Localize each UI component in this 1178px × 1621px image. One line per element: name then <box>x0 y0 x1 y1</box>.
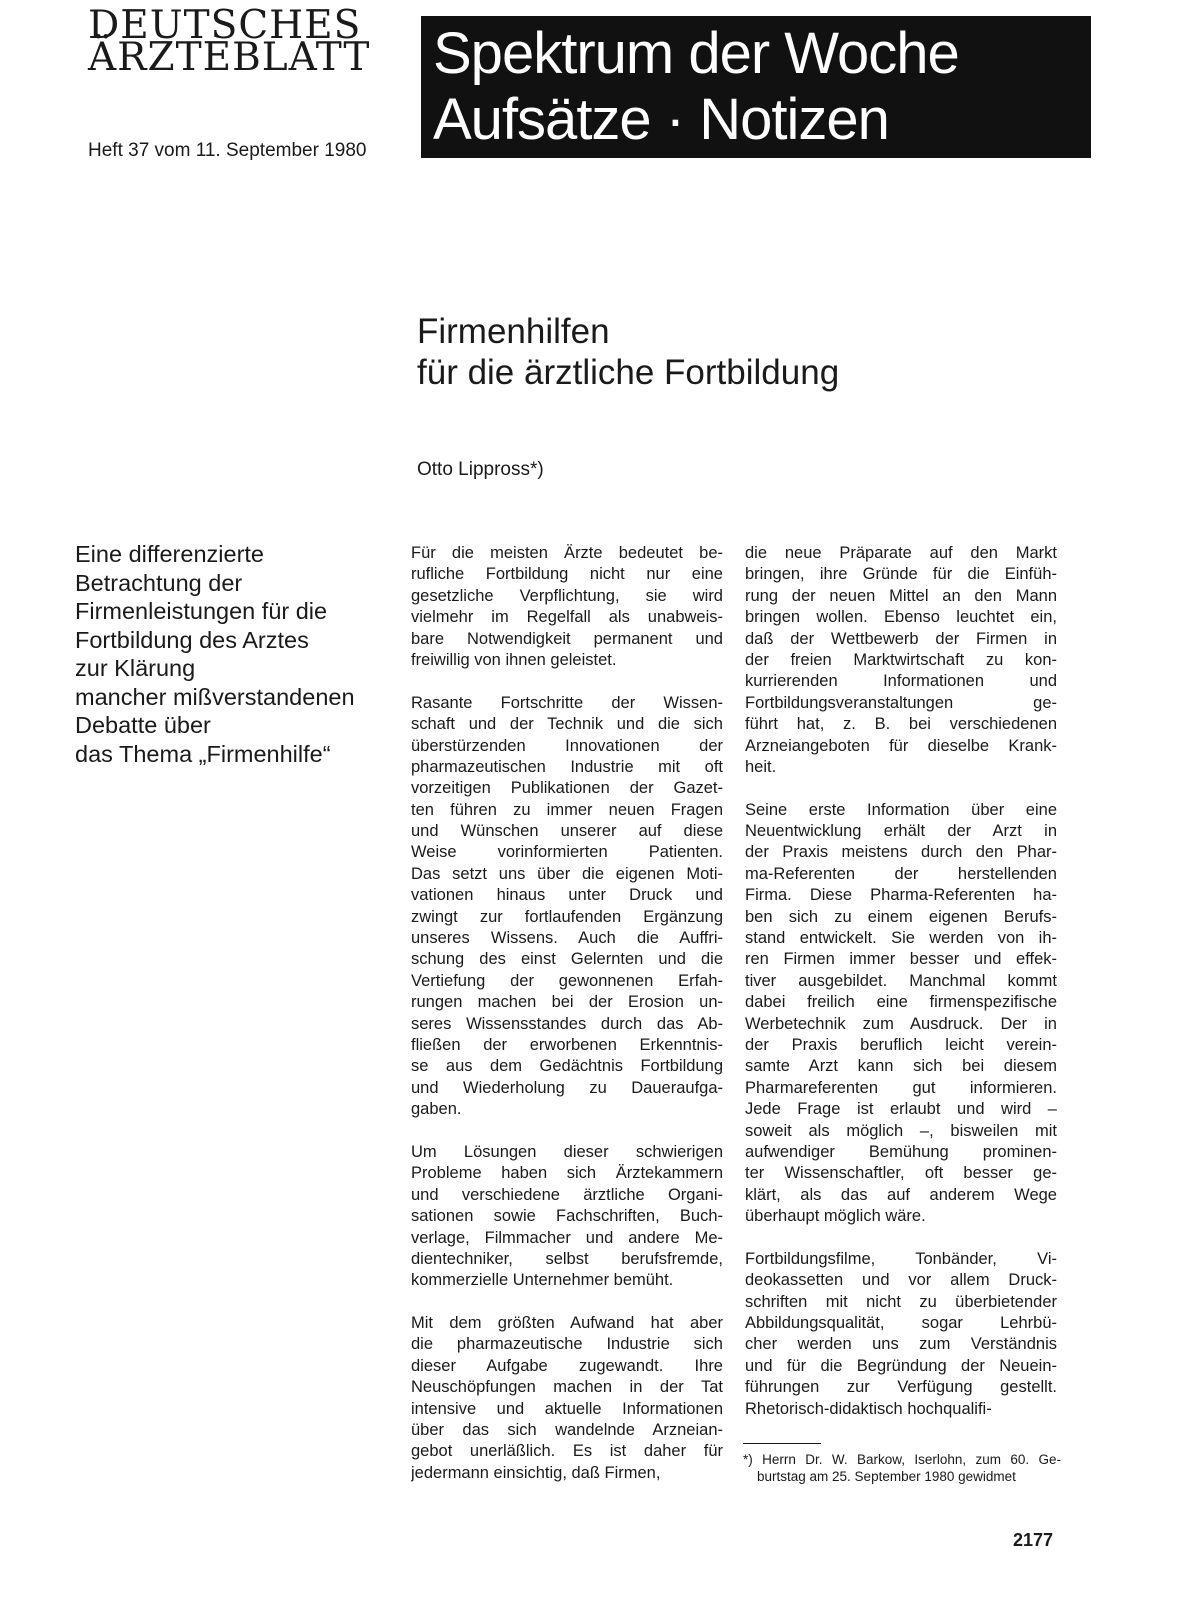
text-line: heit. <box>745 757 777 776</box>
text-line: Werbetechnik zum Ausdruck. Der in <box>745 1014 1057 1033</box>
text-line: und verschiedene ärztliche Organi- <box>411 1185 723 1204</box>
text-line: pharmazeutischen Industrie mit oft <box>411 757 723 776</box>
title-line-2: für die ärztliche Fortbildung <box>417 353 840 392</box>
text-line: aufwendiger Bemühung prominen- <box>745 1142 1057 1161</box>
banner-line-1: Spektrum der Woche <box>433 21 959 86</box>
text-line: ren Firmen immer besser und effek- <box>745 950 1057 969</box>
text-line: bringen wollen. Ebenso leuchtet ein, <box>745 608 1057 627</box>
text-column-1 <box>411 543 723 1484</box>
text-line: Fortbildungsveranstaltungen ge- <box>745 693 1057 712</box>
footnote-line: burtstag am 25. September 1980 gewidmet <box>757 1469 1016 1484</box>
text-line: Seine erste Information über eine <box>745 800 1057 819</box>
text-line: rungen machen bei der Erosion un- <box>411 993 723 1012</box>
article-author: Otto Lippross*) <box>417 459 544 480</box>
title-line-1: Firmenhilfen <box>417 312 610 351</box>
section-banner <box>421 16 1091 158</box>
footnote-rule <box>743 1443 821 1444</box>
text-line: gebot unerläßlich. Es ist daher für <box>411 1442 723 1461</box>
text-line: freiwillig von ihnen geleistet. <box>411 650 617 669</box>
text-line: Abbildungsqualität, sogar Lehrbü- <box>745 1314 1057 1333</box>
text-line: seres Wissensstandes durch das Ab- <box>411 1014 723 1033</box>
paragraph-gap <box>411 1292 723 1313</box>
text-line: Probleme haben sich Ärztekammern <box>411 1164 723 1183</box>
text-line: ter Wissenschaftler, oft besser ge- <box>745 1164 1057 1183</box>
text-line: Jede Frage ist erlaubt und wird – <box>745 1100 1057 1119</box>
text-line: Fortbildungsfilme, Tonbänder, Vi- <box>745 1249 1057 1268</box>
paragraph-gap <box>745 778 1057 799</box>
text-line: der Praxis meistens durch den Phar- <box>745 843 1057 862</box>
text-line: se aus dem Gedächtnis Fortbildung <box>411 1057 723 1076</box>
lead-line: Fortbildung des Arztes <box>75 626 309 653</box>
text-line: und Wünschen unserer auf diese <box>411 822 723 841</box>
text-line: ben sich zu einem eigenen Berufs- <box>745 907 1057 926</box>
text-line: stand entwickelt. Sie werden von ih- <box>745 929 1057 948</box>
lead-line: Eine differenzierte <box>75 541 264 567</box>
text-line: verlage, Filmmacher und andere Me- <box>411 1228 723 1247</box>
text-line: Arzneiangeboten für dieselbe Krank- <box>745 736 1057 755</box>
lead-line: Debatte über <box>75 712 211 738</box>
masthead-line-2: ÄRZTEBLATT <box>88 35 371 80</box>
text-line: deokassetten und vor allem Druck- <box>745 1271 1057 1290</box>
text-line: führungen zur Verfügung gestellt. <box>745 1378 1057 1397</box>
lead-line: zur Klärung <box>75 655 196 681</box>
text-line: der Praxis beruflich leicht verein- <box>745 1035 1057 1054</box>
banner-line-2: Aufsätze · Notizen <box>433 87 889 152</box>
text-line: fließen der erworbenen Erkenntnis- <box>411 1035 723 1054</box>
text-line: der freien Marktwirtschaft zu kon- <box>745 650 1057 669</box>
text-line: Neuschöpfungen machen in der Tat <box>411 1378 723 1397</box>
paragraph-gap <box>745 1228 1057 1249</box>
text-line: über das sich wandelnde Arzneian- <box>411 1421 723 1440</box>
text-line: rufliche Fortbildung nicht nur eine <box>411 565 723 584</box>
text-line: dieser Aufgabe zugewandt. Ihre <box>411 1356 723 1375</box>
text-line: kurrierenden Informationen und <box>745 672 1057 691</box>
text-line: Neuentwicklung erhält der Arzt in <box>745 822 1057 841</box>
text-line: führt hat, z. B. bei verschiedenen <box>745 715 1057 734</box>
text-column-2 <box>745 543 1057 1420</box>
text-line: schriften mit nicht zu überbietender <box>745 1292 1057 1311</box>
text-line: rung der neuen Mittel an den Mann <box>745 586 1057 605</box>
text-line: Das setzt uns über die eigenen Moti- <box>411 864 723 883</box>
text-line: vationen hinaus unter Druck und <box>411 886 723 905</box>
text-line: dientechniker, selbst berufsfremde, <box>411 1249 723 1268</box>
text-line: die neue Präparate auf den Markt <box>745 544 1057 562</box>
text-line: sationen sowie Fachschriften, Buch- <box>411 1207 723 1226</box>
page-number: 2177 <box>1013 1530 1054 1550</box>
text-line: tiver ausgebildet. Manchmal kommt <box>745 971 1057 990</box>
footnote-line: *) Herrn Dr. W. Barkow, Iserlohn, zum 60. Ge- <box>743 1452 1061 1467</box>
paragraph-gap <box>411 671 723 692</box>
text-line: cher werden uns zum Verständnis <box>745 1335 1057 1354</box>
text-line: klärt, als das auf anderem Wege <box>745 1185 1057 1204</box>
text-line: kommerzielle Unternehmer bemüht. <box>411 1271 674 1290</box>
text-line: schaft und der Technik und die sich <box>411 715 723 734</box>
text-line: und Wiederholung zu Daueraufga- <box>411 1078 723 1097</box>
text-line: intensive und aktuelle Informationen <box>411 1399 723 1418</box>
article-lead <box>75 540 395 768</box>
text-line: schung des einst Gelernten und die <box>411 950 723 969</box>
text-line: Mit dem größten Aufwand hat aber <box>411 1314 723 1333</box>
text-line: Weise vorinformierten Patienten. <box>411 843 723 862</box>
text-line: gaben. <box>411 1100 462 1119</box>
text-line: Um Lösungen dieser schwierigen <box>411 1142 723 1161</box>
text-line: überstürzenden Innovationen der <box>411 736 723 755</box>
journal-masthead <box>88 3 418 80</box>
text-line: Firma. Diese Pharma-Referenten ha- <box>745 886 1057 905</box>
text-line: dabei freilich eine firmenspezifische <box>745 993 1057 1012</box>
text-line: daß der Wettbewerb der Firmen in <box>745 629 1057 648</box>
paragraph-gap <box>411 1121 723 1142</box>
issue-info: Heft 37 vom 11. September 1980 <box>88 140 367 161</box>
text-line: soweit als möglich –, bisweilen mit <box>745 1121 1057 1140</box>
text-line: vorzeitigen Publikationen der Gazet- <box>411 779 723 798</box>
footnote <box>743 1451 1061 1485</box>
lead-line: das Thema „Firmenhilfe“ <box>75 740 331 767</box>
text-line: ma-Referenten der herstellenden <box>745 864 1057 883</box>
text-line: zwingt zur fortlaufenden Ergänzung <box>411 907 723 926</box>
lead-line: mancher mißverstandenen <box>75 683 355 710</box>
text-line: Pharmareferenten gut informieren. <box>745 1078 1057 1097</box>
text-line: gesetzliche Verpflichtung, sie wird <box>411 586 723 605</box>
text-line: ten führen zu immer neuen Fragen <box>411 800 723 819</box>
text-line: und für die Begründung der Neuein- <box>745 1356 1057 1375</box>
text-line: bringen, ihre Gründe für die Einfüh- <box>745 565 1057 584</box>
text-line: Vertiefung der gewonnenen Erfah- <box>411 971 723 990</box>
text-line: überhaupt möglich wäre. <box>745 1207 926 1226</box>
text-line: Für die meisten Ärzte bedeutet be- <box>411 544 723 562</box>
text-line: unseres Wissens. Auch die Auffri- <box>411 929 723 948</box>
lead-line: Betrachtung der <box>75 569 243 596</box>
text-line: bare Notwendigkeit permanent und <box>411 629 723 648</box>
masthead-line-1: DEUTSCHES <box>88 3 362 48</box>
lead-line: Firmenleistungen für die <box>75 598 328 624</box>
text-line: die pharmazeutische Industrie sich <box>411 1335 723 1354</box>
article-title <box>417 311 839 393</box>
text-line: vielmehr im Regelfall als unabweis- <box>411 608 723 627</box>
text-line: samte Arzt kann sich bei diesem <box>745 1057 1057 1076</box>
text-line: Rhetorisch-didaktisch hochqualifi- <box>745 1399 992 1418</box>
text-line: Rasante Fortschritte der Wissen- <box>411 693 723 712</box>
text-line: jedermann einsichtig, daß Firmen, <box>411 1463 661 1482</box>
